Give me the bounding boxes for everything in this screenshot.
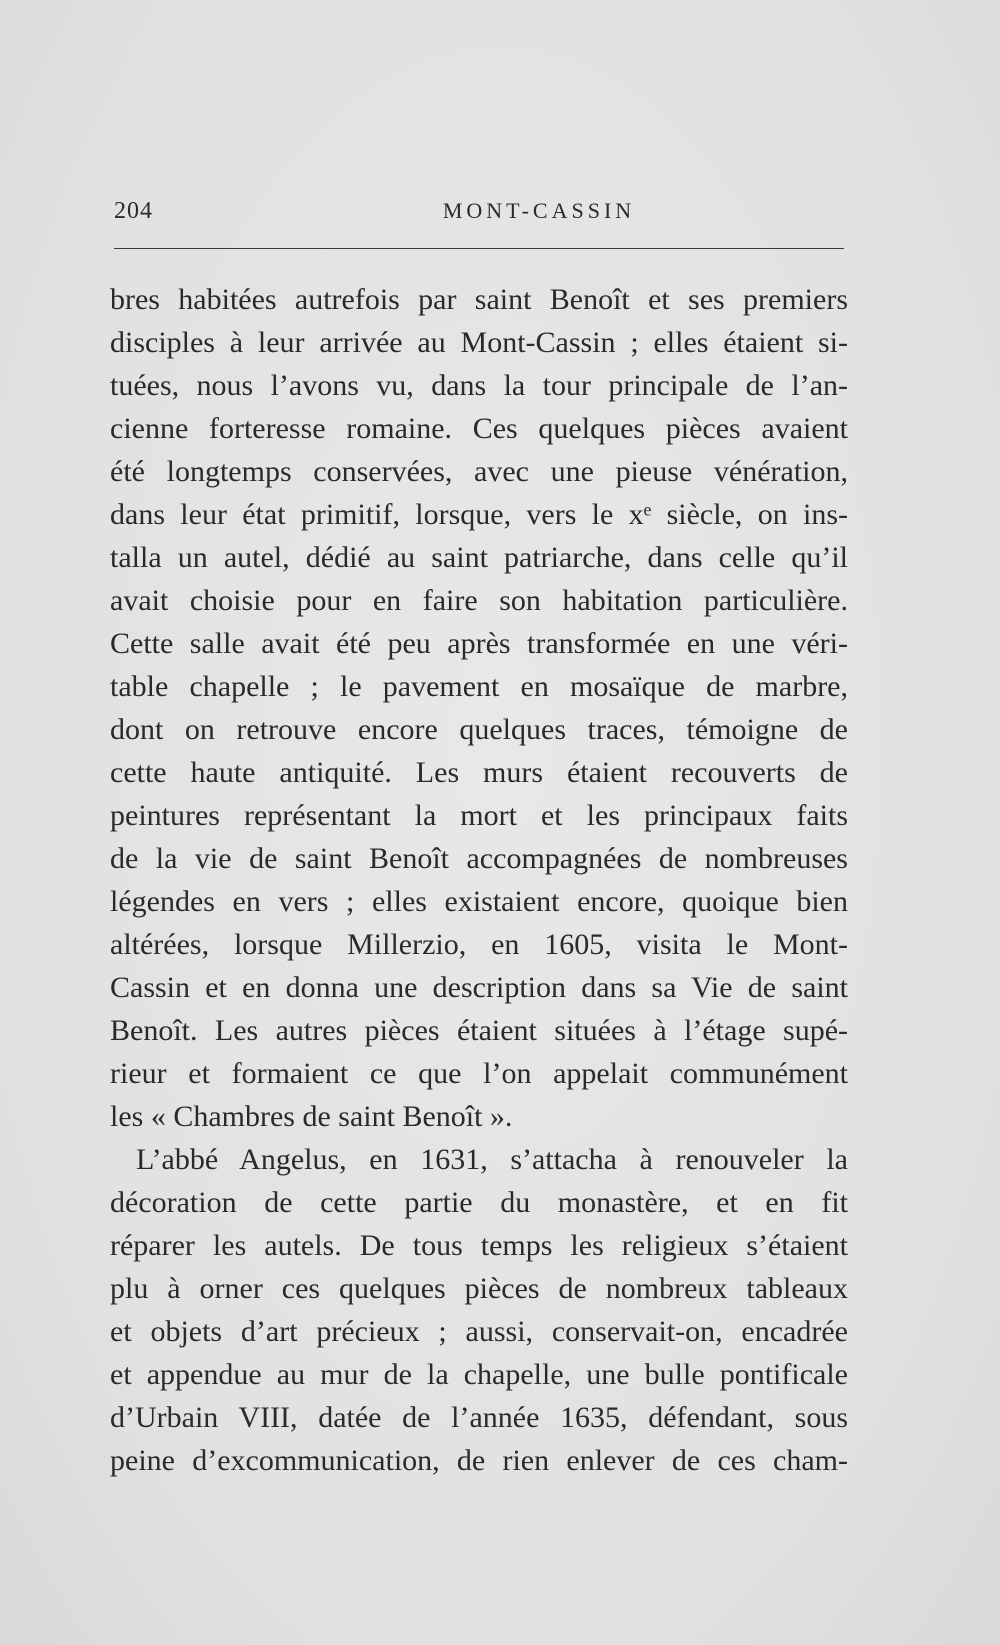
text-line: et appendue au mur de la chapelle, une bulle pontificale — [110, 1358, 848, 1391]
text-line: avait choisie pour en faire son habitation particulière. — [110, 584, 848, 617]
page-number: 204 — [114, 198, 153, 224]
running-head — [114, 198, 844, 234]
text-line: bres habitées autrefois par saint Benoît et ses premiers — [110, 283, 848, 316]
paragraph-2 — [110, 1138, 848, 1482]
text-line: dont on retrouve encore quelques traces, témoigne de — [110, 713, 848, 746]
text-line: plu à orner ces quelques pièces de nombreux tableaux — [110, 1272, 848, 1305]
text-line: et objets d’art précieux ; aussi, conservait-on, encadrée — [110, 1315, 848, 1348]
text-line: été longtemps conservées, avec une pieuse vénération, — [110, 455, 848, 488]
header-rule — [114, 248, 844, 249]
paragraph-1 — [110, 278, 848, 1138]
body-text — [110, 278, 848, 1482]
text-line: tuées, nous l’avons vu, dans la tour principale de l’an- — [110, 369, 848, 402]
text-line: d’Urbain VIII, datée de l’année 1635, défendant, sous — [110, 1401, 848, 1434]
text-line: les « Chambres de saint Benoît ». — [110, 1100, 513, 1133]
text-line: disciples à leur arrivée au Mont-Cassin ; elles étaient si- — [110, 326, 848, 359]
text-line: Benoît. Les autres pièces étaient situées à l’étage supé- — [110, 1014, 848, 1047]
text-line: L’abbé Angelus, en 1631, s’attacha à renouveler la — [136, 1143, 848, 1176]
text-line: décoration de cette partie du monastère, et en fit — [110, 1186, 848, 1219]
text-line: dans leur état primitif, lorsque, vers le xᵉ siècle, on ins- — [110, 498, 848, 531]
text-line: table chapelle ; le pavement en mosaïque de marbre, — [110, 670, 848, 703]
text-line: peintures représentant la mort et les principaux faits — [110, 799, 848, 832]
text-line: Cassin et en donna une description dans sa Vie de saint — [110, 971, 848, 1004]
text-line: cienne forteresse romaine. Ces quelques pièces avaient — [110, 412, 848, 445]
text-line: réparer les autels. De tous temps les religieux s’étaient — [110, 1229, 848, 1262]
text-line: altérées, lorsque Millerzio, en 1605, visita le Mont- — [110, 928, 848, 961]
running-title: MONT-CASSIN — [442, 198, 636, 223]
text-line: talla un autel, dédié au saint patriarche, dans celle qu’il — [110, 541, 848, 574]
text-line: cette haute antiquité. Les murs étaient recouverts de — [110, 756, 848, 789]
text-line: rieur et formaient ce que l’on appelait communément — [110, 1057, 848, 1090]
text-line: légendes en vers ; elles existaient encore, quoique bien — [110, 885, 848, 918]
text-line: de la vie de saint Benoît accompagnées de nombreuses — [110, 842, 848, 875]
text-line: peine d’excommunication, de rien enlever de ces cham- — [110, 1444, 848, 1477]
text-line: Cette salle avait été peu après transformée en une véri- — [110, 627, 848, 660]
